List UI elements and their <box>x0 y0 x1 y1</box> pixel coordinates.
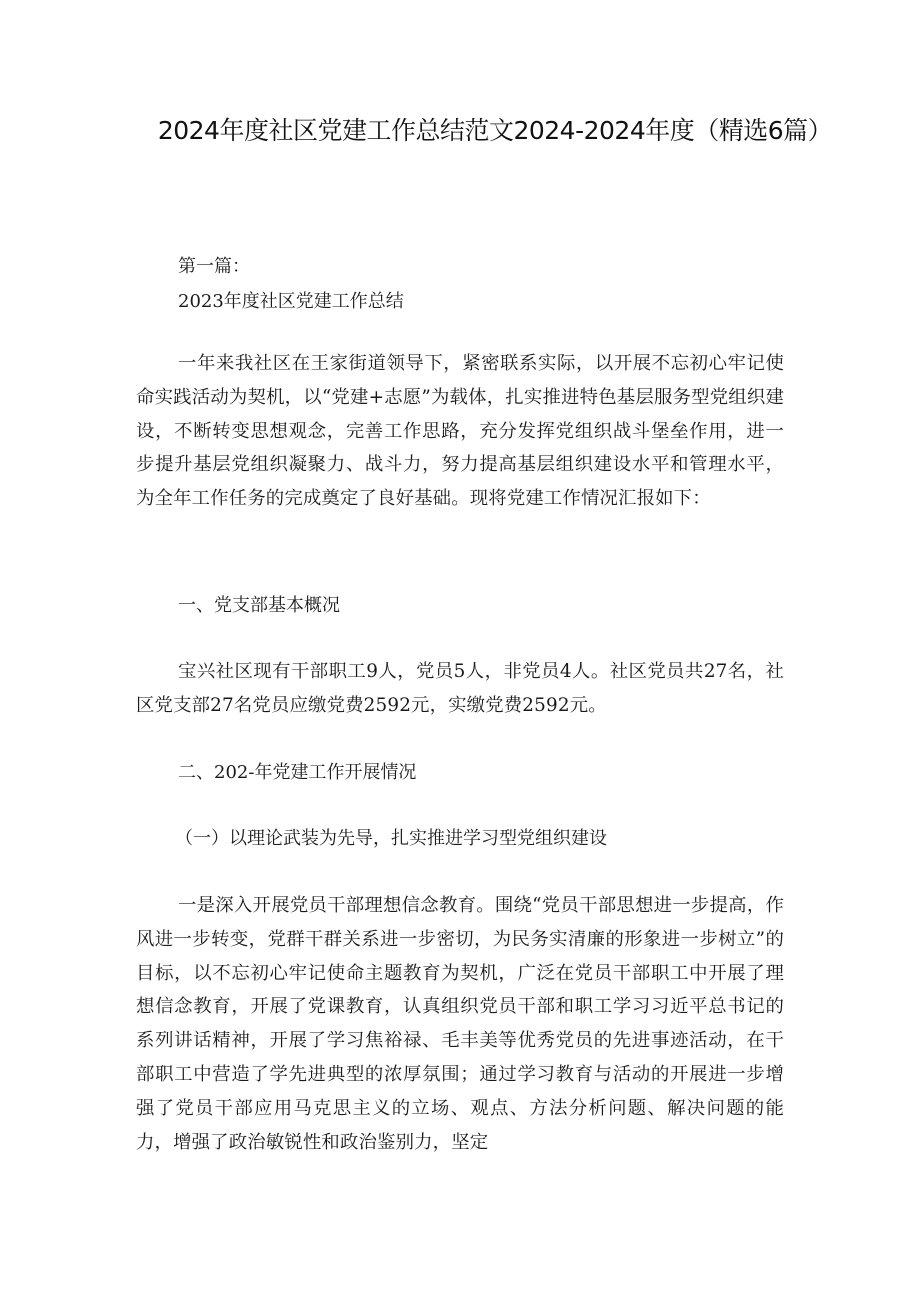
intro-paragraph: 一年来我社区在王家街道领导下，紧密联系实际，以开展不忘初心牢记使命实践活动为契机，以“党建+志愿”为载体，扎实推进特色基层服务型党组织建设，不断转变思想观念，完善工作思路，充分发挥党组织战斗堡垒作用，进一步提升基层党组织凝聚力、战斗力，努力提高基层组织建设水平和管理水平，为全年工作任务的完成奠定了良好基础。现将党建工作情况汇报如下： <box>136 353 784 510</box>
heading-party-branch-overview: 一、党支部基本概况 <box>178 595 340 616</box>
overview-paragraph: 宝兴社区现有干部职工9人，党员5人，非党员4人。社区党员共27名，社区党支部27名党员应缴党费2592元，实缴党费2592元。 <box>136 661 784 716</box>
heading-work-progress: 二、202-年党建工作开展情况 <box>178 762 417 783</box>
document-title: 2024年度社区党建工作总结范文2024-2024年度（精选6篇） <box>157 116 833 145</box>
section-label: 第一篇： <box>178 256 250 277</box>
subheading-theory-study: （一）以理论武装为先导，扎实推进学习型党组织建设 <box>175 828 607 849</box>
body-paragraph: 一是深入开展党员干部理想信念教育。围绕“党员干部思想进一步提高，作风进一步转变，党群干群关系进一步密切，为民务实清廉的形象进一步树立”的目标，以不忘初心牢记使命主题教育为契机，广泛在党员干部职工中开展了理想信念教育，开展了党课教育，认真组织党员干部和职工学习习近平总书记的系列讲话精神，开展了学习焦裕禄、毛丰美等优秀党员的先进事迹活动，在干部职工中营造了学先进典型的浓厚氛围；通过学习教育与活动的开展进一步增强了党员干部应用马克思主义的立场、观点、方法分析问题、解决问题的能力，增强了政治敏锐性和政治鉴别力，坚定 <box>136 895 784 1153</box>
section-title: 2023年度社区党建工作总结 <box>178 291 404 312</box>
